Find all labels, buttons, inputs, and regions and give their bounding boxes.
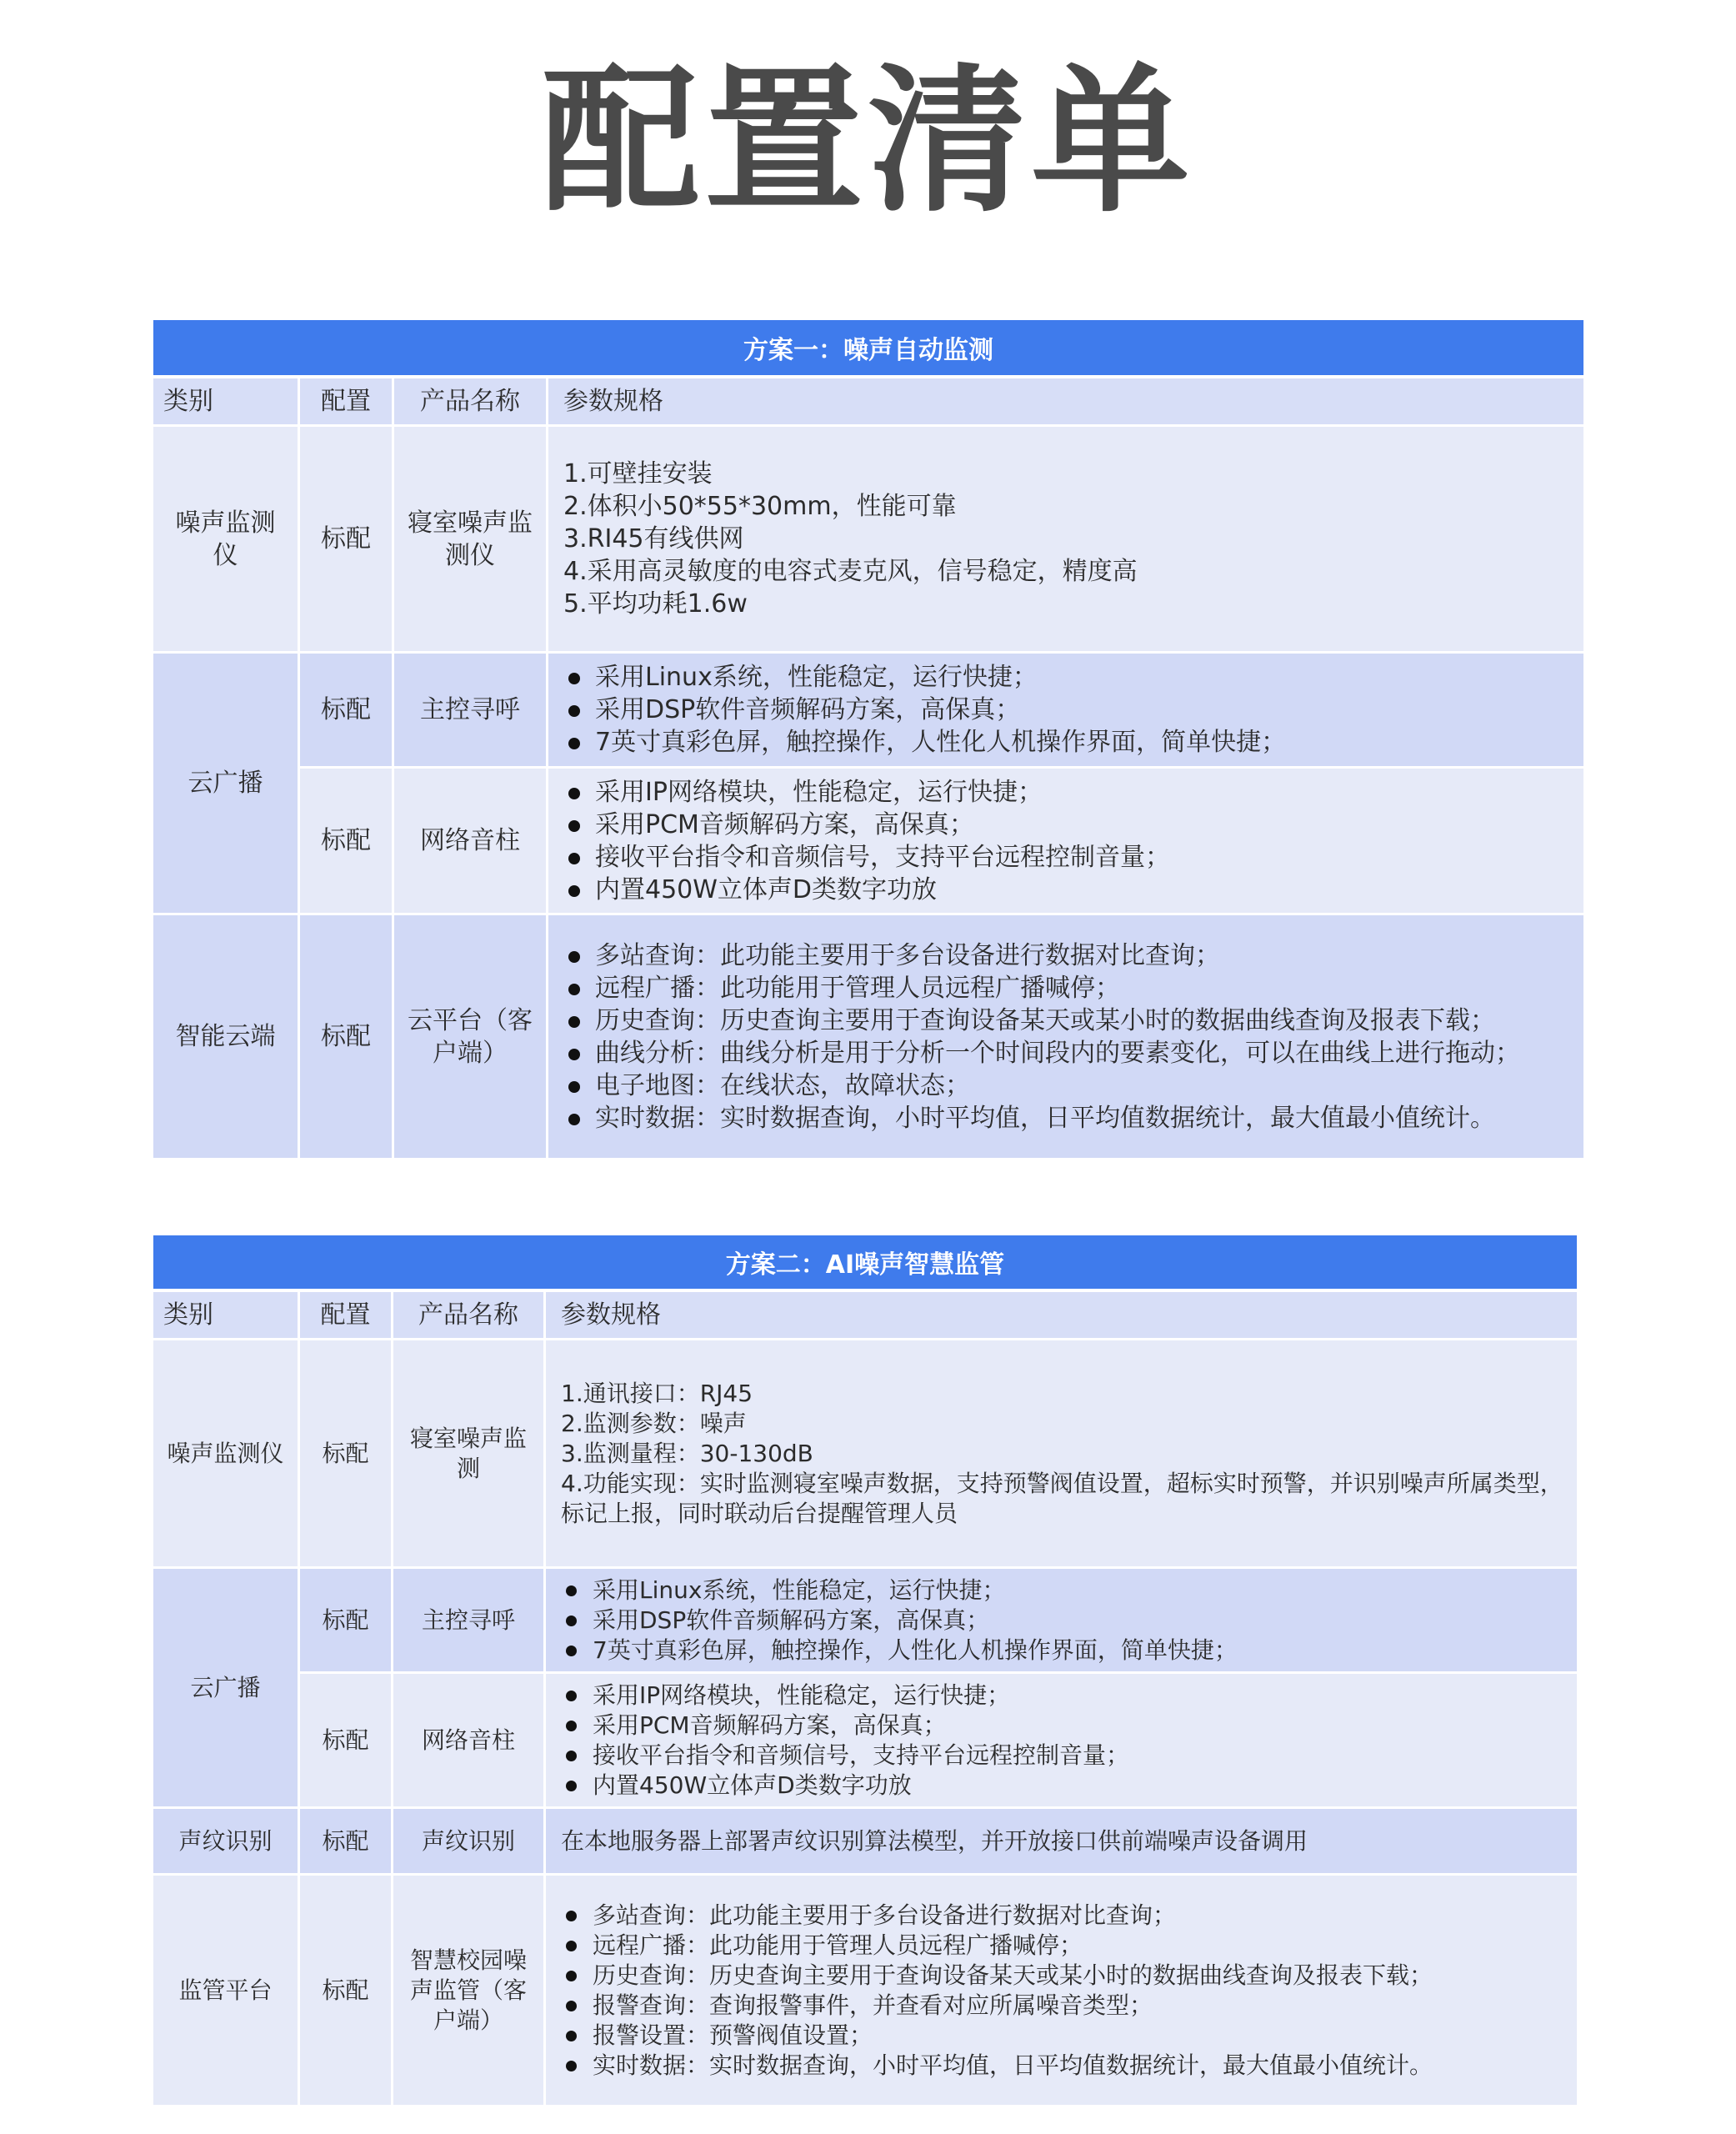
list-item: 多站查询：此功能主要用于多台设备进行数据对比查询； xyxy=(561,1901,1567,1931)
config-cell: 标配 xyxy=(300,1340,393,1569)
header-category: 类别 xyxy=(153,378,300,427)
table-row xyxy=(153,1876,1577,2107)
table-row xyxy=(153,427,1583,654)
spec-cell: 在本地服务器上部署声纹识别算法模型，并开放接口供前端噪声设备调用 xyxy=(546,1809,1577,1876)
list-item: 采用DSP软件音频解码方案，高保真； xyxy=(561,1606,1567,1636)
page-title: 配置清单 xyxy=(541,49,1195,233)
plan-one-table xyxy=(153,320,1583,1160)
plan-two-table xyxy=(153,1235,1577,2107)
product-cell: 云平台（客户端） xyxy=(394,915,548,1160)
category-cell: 噪声监测仪 xyxy=(153,427,300,654)
table-row xyxy=(153,1340,1577,1569)
spec-cell xyxy=(548,915,1583,1160)
config-cell: 标配 xyxy=(300,769,394,915)
list-item: 报警查询：查询报警事件，并查看对应所属噪音类型； xyxy=(561,1991,1567,2021)
config-cell: 标配 xyxy=(300,1876,393,2107)
product-cell: 主控寻呼 xyxy=(394,654,548,769)
config-cell: 标配 xyxy=(300,1569,393,1674)
product-cell: 网络音柱 xyxy=(393,1674,546,1809)
spec-cell: 1.可壁挂安装 2.体积小50*55*30mm，性能可靠 3.RI45有线供网 4.采用高灵敏度的电容式麦克风，信号稳定，精度高 5.平均功耗1.6w xyxy=(548,427,1583,654)
header-category: 类别 xyxy=(153,1292,300,1340)
spec-cell xyxy=(548,654,1583,769)
plan-one-title: 方案一：噪声自动监测 xyxy=(153,320,1583,378)
config-cell: 标配 xyxy=(300,1674,393,1809)
config-cell: 标配 xyxy=(300,1809,393,1876)
plan-two-title: 方案二：AI噪声智慧监管 xyxy=(153,1235,1577,1292)
table-row xyxy=(153,915,1583,1160)
list-item: 接收平台指令和音频信号，支持平台远程控制音量； xyxy=(563,841,1573,874)
list-item: 采用PCM音频解码方案，高保真； xyxy=(561,1711,1567,1741)
spec-cell xyxy=(546,1674,1577,1809)
category-cell: 噪声监测仪 xyxy=(153,1340,300,1569)
header-config: 配置 xyxy=(300,378,394,427)
product-cell: 智慧校园噪声监管（客户端） xyxy=(393,1876,546,2107)
list-item: 内置450W立体声D类数字功放 xyxy=(561,1771,1567,1801)
list-item: 内置450W立体声D类数字功放 xyxy=(563,874,1573,906)
list-item: 采用IP网络模块，性能稳定，运行快捷； xyxy=(561,1681,1567,1711)
category-cell: 云广播 xyxy=(153,1569,300,1809)
product-cell: 寝室噪声监测仪 xyxy=(394,427,548,654)
table-header-row xyxy=(153,378,1583,427)
list-item: 报警设置：预警阀值设置； xyxy=(561,2021,1567,2051)
product-cell: 寝室噪声监测 xyxy=(393,1340,546,1569)
spec-cell: 1.通讯接口：RJ45 2.监测参数：噪声 3.监测量程：30-130dB 4.功能实现：实时监测寝室噪声数据，支持预警阀值设置，超标实时预警，并识别噪声所属类型，标记上报，同时联动后台提醒管理人员 xyxy=(546,1340,1577,1569)
list-item: 曲线分析：曲线分析是用于分析一个时间段内的要素变化，可以在曲线上进行拖动； xyxy=(563,1037,1573,1070)
table-row xyxy=(153,1809,1577,1876)
list-item: 历史查询：历史查询主要用于查询设备某天或某小时的数据曲线查询及报表下载； xyxy=(563,1004,1573,1037)
config-cell: 标配 xyxy=(300,915,394,1160)
list-item: 采用IP网络模块，性能稳定，运行快捷； xyxy=(563,776,1573,809)
list-item: 采用PCM音频解码方案，高保真； xyxy=(563,809,1573,841)
table-row xyxy=(153,654,1583,769)
product-cell: 主控寻呼 xyxy=(393,1569,546,1674)
product-cell: 网络音柱 xyxy=(394,769,548,915)
category-cell: 云广播 xyxy=(153,654,300,915)
spec-cell xyxy=(546,1876,1577,2107)
spec-cell xyxy=(546,1569,1577,1674)
category-cell: 监管平台 xyxy=(153,1876,300,2107)
config-cell: 标配 xyxy=(300,654,394,769)
table-row xyxy=(153,1674,1577,1809)
header-spec: 参数规格 xyxy=(546,1292,1577,1340)
product-cell: 声纹识别 xyxy=(393,1809,546,1876)
list-item: 实时数据：实时数据查询，小时平均值，日平均值数据统计，最大值最小值统计。 xyxy=(561,2051,1567,2081)
list-item: 7英寸真彩色屏，触控操作，人性化人机操作界面，简单快捷； xyxy=(563,726,1573,759)
header-product: 产品名称 xyxy=(394,378,548,427)
header-spec: 参数规格 xyxy=(548,378,1583,427)
list-item: 历史查询：历史查询主要用于查询设备某天或某小时的数据曲线查询及报表下载； xyxy=(561,1961,1567,1991)
list-item: 远程广播：此功能用于管理人员远程广播喊停； xyxy=(563,972,1573,1004)
header-product: 产品名称 xyxy=(393,1292,546,1340)
config-cell: 标配 xyxy=(300,427,394,654)
table-header-row xyxy=(153,1292,1577,1340)
list-item: 采用Linux系统，性能稳定，运行快捷； xyxy=(563,661,1573,694)
list-item: 采用Linux系统，性能稳定，运行快捷； xyxy=(561,1575,1567,1606)
list-item: 远程广播：此功能用于管理人员远程广播喊停； xyxy=(561,1931,1567,1961)
table-row xyxy=(153,1569,1577,1674)
list-item: 接收平台指令和音频信号，支持平台远程控制音量； xyxy=(561,1741,1567,1771)
spec-cell xyxy=(548,769,1583,915)
list-item: 采用DSP软件音频解码方案，高保真； xyxy=(563,694,1573,726)
table-row xyxy=(153,769,1583,915)
list-item: 7英寸真彩色屏，触控操作，人性化人机操作界面，简单快捷； xyxy=(561,1636,1567,1666)
category-cell: 声纹识别 xyxy=(153,1809,300,1876)
list-item: 多站查询：此功能主要用于多台设备进行数据对比查询； xyxy=(563,939,1573,972)
category-cell: 智能云端 xyxy=(153,915,300,1160)
list-item: 实时数据：实时数据查询，小时平均值，日平均值数据统计，最大值最小值统计。 xyxy=(563,1102,1573,1135)
list-item: 电子地图：在线状态，故障状态； xyxy=(563,1070,1573,1102)
header-config: 配置 xyxy=(300,1292,393,1340)
